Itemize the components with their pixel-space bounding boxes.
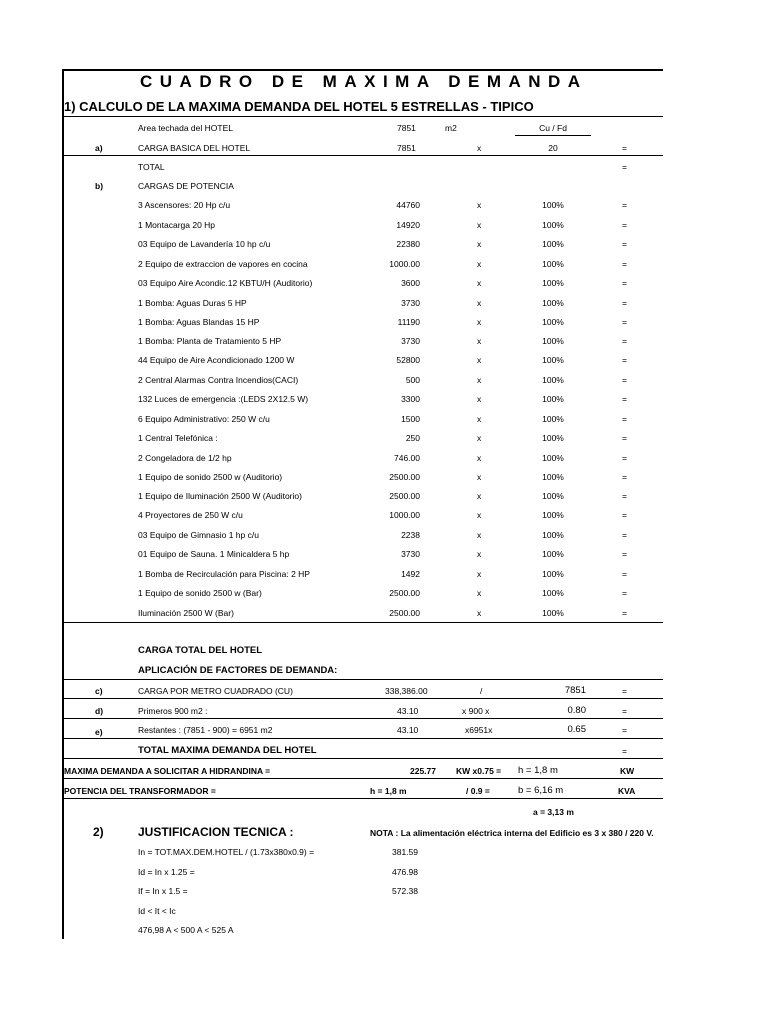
item-eq: = bbox=[622, 491, 627, 501]
potencia-op: / 0.9 = bbox=[466, 786, 490, 796]
item-pct: 100% bbox=[542, 588, 564, 598]
item-label: 1 Bomba: Planta de Tratamiento 5 HP bbox=[138, 336, 282, 346]
item-op: x bbox=[477, 317, 482, 327]
section-1-underline bbox=[63, 116, 663, 117]
total-eq: = bbox=[622, 162, 627, 172]
item-label: 1 Bomba de Recirculación para Piscina: 2 HP bbox=[138, 569, 310, 579]
item-pct: 100% bbox=[542, 414, 564, 424]
md-solicitar-h: h = 1,8 m bbox=[518, 765, 558, 776]
item-pct: 100% bbox=[542, 259, 564, 269]
item-label: 1 Central Telefónica : bbox=[138, 433, 218, 443]
potencia-unit: KVA bbox=[618, 786, 636, 796]
item-label: Iluminación 2500 W (Bar) bbox=[138, 608, 234, 618]
item-label: 1 Bomba: Aguas Blandas 15 HP bbox=[138, 317, 260, 327]
nota-text: NOTA : La alimentación eléctrica interna del Edificio es 3 x 380 / 220 V. bbox=[370, 828, 654, 838]
item-pct: 100% bbox=[542, 355, 564, 365]
row-e-op: x6951x bbox=[465, 725, 493, 735]
just-line: Id = In x 1.25 = bbox=[138, 867, 195, 877]
just-line: Id < It < Ic bbox=[138, 906, 176, 916]
area-label: Area techada del HOTEL bbox=[138, 123, 233, 133]
item-label: 4 Proyectores de 250 W c/u bbox=[138, 510, 243, 520]
just-value: 381.59 bbox=[392, 847, 418, 857]
item-value: 1000.00 bbox=[389, 510, 420, 520]
item-pct: 100% bbox=[542, 453, 564, 463]
row-e-value: 43.10 bbox=[397, 725, 419, 735]
total-md-underline bbox=[63, 758, 663, 759]
item-value: 1500 bbox=[401, 414, 420, 424]
item-op: x bbox=[477, 278, 482, 288]
item-eq: = bbox=[622, 239, 627, 249]
item-op: x bbox=[477, 433, 482, 443]
item-eq: = bbox=[622, 453, 627, 463]
item-op: x bbox=[477, 336, 482, 346]
item-value: 44760 bbox=[396, 200, 420, 210]
item-eq: = bbox=[622, 336, 627, 346]
item-pct: 100% bbox=[542, 549, 564, 559]
item-op: x bbox=[477, 472, 482, 482]
row-c-underline bbox=[63, 698, 663, 699]
item-op: x bbox=[477, 608, 482, 618]
item-eq: = bbox=[622, 510, 627, 520]
row-a-label: CARGA BASICA DEL HOTEL bbox=[138, 143, 251, 153]
row-e-eq: = bbox=[622, 725, 627, 735]
total-md-label: TOTAL MAXIMA DEMANDA DEL HOTEL bbox=[138, 745, 317, 756]
cu-fd-header: Cu / Fd bbox=[539, 123, 567, 133]
section-1-title: 1) CALCULO DE LA MAXIMA DEMANDA DEL HOTEL 5 ESTRELLAS - TIPICO bbox=[64, 99, 534, 114]
item-op: x bbox=[477, 200, 482, 210]
item-label: 2 Central Alarmas Contra Incendios(CACI) bbox=[138, 375, 299, 385]
item-op: x bbox=[477, 453, 482, 463]
item-value: 746.00 bbox=[394, 453, 420, 463]
row-a-letter: a) bbox=[95, 143, 103, 153]
item-op: x bbox=[477, 355, 482, 365]
item-pct: 100% bbox=[542, 510, 564, 520]
item-value: 22380 bbox=[396, 239, 420, 249]
item-eq: = bbox=[622, 298, 627, 308]
just-value: 476.98 bbox=[392, 867, 418, 877]
just-line: 476,98 A < 500 A < 525 A bbox=[138, 925, 234, 935]
item-label: 03 Equipo de Gimnasio 1 hp c/u bbox=[138, 530, 259, 540]
item-eq: = bbox=[622, 569, 627, 579]
item-value: 500 bbox=[405, 375, 420, 385]
potencia-b: b = 6,16 m bbox=[518, 785, 564, 796]
row-c-value: 338,386.00 bbox=[385, 686, 428, 696]
item-pct: 100% bbox=[542, 298, 564, 308]
item-op: x bbox=[477, 530, 482, 540]
item-label: 2 Equipo de extraccion de vapores en cocina bbox=[138, 259, 308, 269]
item-label: 6 Equipo Administrativo: 250 W c/u bbox=[138, 414, 270, 424]
aplicacion-label: APLICACIÓN DE FACTORES DE DEMANDA: bbox=[138, 665, 338, 676]
item-label: 1 Equipo de sonido 2500 w (Auditorio) bbox=[138, 472, 283, 482]
item-label: 1 Equipo de Iluminación 2500 W (Auditorio) bbox=[138, 491, 302, 501]
a-value: a = 3,13 m bbox=[533, 807, 574, 817]
item-eq: = bbox=[622, 200, 627, 210]
area-value: 7851 bbox=[397, 123, 416, 133]
item-op: x bbox=[477, 298, 482, 308]
item-op: x bbox=[477, 588, 482, 598]
row-d-eq: = bbox=[622, 706, 627, 716]
cu-fd-underline bbox=[515, 135, 591, 136]
item-pct: 100% bbox=[542, 375, 564, 385]
row-b-label: CARGAS DE POTENCIA bbox=[138, 181, 234, 191]
item-op: x bbox=[477, 414, 482, 424]
item-op: x bbox=[477, 569, 482, 579]
just-line: If = In x 1.5 = bbox=[138, 886, 188, 896]
item-label: 2 Congeladora de 1/2 hp bbox=[138, 453, 232, 463]
item-eq: = bbox=[622, 278, 627, 288]
item-label: 03 Equipo de Lavandería 10 hp c/u bbox=[138, 239, 271, 249]
row-d-factor: 0.80 bbox=[567, 705, 586, 716]
item-op: x bbox=[477, 220, 482, 230]
md-solicitar-underline bbox=[63, 778, 663, 779]
item-value: 3730 bbox=[401, 298, 420, 308]
row-c-label: CARGA POR METRO CUADRADO (CU) bbox=[138, 686, 293, 696]
item-label: 44 Equipo de Aire Acondicionado 1200 W bbox=[138, 355, 295, 365]
item-value: 2500.00 bbox=[389, 608, 420, 618]
item-eq: = bbox=[622, 472, 627, 482]
item-op: x bbox=[477, 375, 482, 385]
row-e-letter: e) bbox=[95, 727, 103, 737]
left-border bbox=[62, 69, 64, 939]
item-pct: 100% bbox=[542, 239, 564, 249]
row-c-op: / bbox=[480, 686, 483, 696]
row-c-letter: c) bbox=[95, 686, 103, 696]
item-value: 2500.00 bbox=[389, 588, 420, 598]
item-eq: = bbox=[622, 588, 627, 598]
page-title: CUADRO DE MAXIMA DEMANDA bbox=[140, 72, 588, 91]
item-pct: 100% bbox=[542, 472, 564, 482]
item-op: x bbox=[477, 259, 482, 269]
row-d-value: 43.10 bbox=[397, 706, 419, 716]
item-pct: 100% bbox=[542, 317, 564, 327]
item-eq: = bbox=[622, 394, 627, 404]
just-line: In = TOT.MAX.DEM.HOTEL / (1.73x380x0.9) = bbox=[138, 847, 315, 857]
item-eq: = bbox=[622, 433, 627, 443]
item-op: x bbox=[477, 510, 482, 520]
item-value: 14920 bbox=[396, 220, 420, 230]
row-d-underline bbox=[63, 718, 663, 719]
total-md-eq: = bbox=[622, 746, 627, 756]
potencia-h: h = 1,8 m bbox=[370, 786, 407, 796]
row-c-factor: 7851 bbox=[564, 685, 586, 696]
item-eq: = bbox=[622, 375, 627, 385]
item-eq: = bbox=[622, 530, 627, 540]
row-d-letter: d) bbox=[95, 706, 104, 716]
row-c-eq: = bbox=[622, 686, 627, 696]
section-2-number: 2) bbox=[93, 825, 104, 839]
item-eq: = bbox=[622, 355, 627, 365]
item-value: 3300 bbox=[401, 394, 420, 404]
item-label: 1 Montacarga 20 Hp bbox=[138, 220, 216, 230]
row-d-op: x 900 x bbox=[462, 706, 490, 716]
item-pct: 100% bbox=[542, 394, 564, 404]
row-e-factor: 0.65 bbox=[567, 724, 586, 735]
md-solicitar-op: KW x0.75 = bbox=[456, 766, 502, 776]
item-pct: 100% bbox=[542, 491, 564, 501]
item-eq: = bbox=[622, 317, 627, 327]
item-op: x bbox=[477, 549, 482, 559]
just-value: 572.38 bbox=[392, 886, 418, 896]
item-pct: 100% bbox=[542, 608, 564, 618]
item-eq: = bbox=[622, 259, 627, 269]
potencia-label: POTENCIA DEL TRANSFORMADOR = bbox=[64, 786, 216, 796]
row-a-value: 7851 bbox=[397, 143, 416, 153]
section-2-title: JUSTIFICACION TECNICA : bbox=[138, 825, 294, 839]
row-a-underline bbox=[63, 155, 663, 156]
item-pct: 100% bbox=[542, 530, 564, 540]
item-op: x bbox=[477, 239, 482, 249]
item-value: 11190 bbox=[397, 317, 420, 327]
item-op: x bbox=[477, 394, 482, 404]
md-solicitar-label: MAXIMA DEMANDA A SOLICITAR A HIDRANDINA = bbox=[64, 766, 271, 776]
item-value: 1000.00 bbox=[389, 259, 420, 269]
item-pct: 100% bbox=[542, 569, 564, 579]
aplicacion-underline bbox=[63, 679, 663, 680]
row-e-label: Restantes : (7851 - 900) = 6951 m2 bbox=[138, 725, 273, 735]
row-a-op: x bbox=[477, 143, 482, 153]
item-value: 2238 bbox=[401, 530, 420, 540]
item-pct: 100% bbox=[542, 220, 564, 230]
item-label: 03 Equipo Aire Acondic.12 KBTU/H (Auditorio) bbox=[138, 278, 313, 288]
item-label: 1 Equipo de sonido 2500 w (Bar) bbox=[138, 588, 262, 598]
row-b-letter: b) bbox=[95, 181, 104, 191]
md-solicitar-unit: KW bbox=[620, 766, 635, 776]
area-unit: m2 bbox=[445, 123, 457, 133]
item-value: 3730 bbox=[401, 336, 420, 346]
item-value: 3600 bbox=[401, 278, 420, 288]
item-pct: 100% bbox=[542, 278, 564, 288]
potencia-underline bbox=[63, 798, 663, 799]
item-pct: 100% bbox=[542, 433, 564, 443]
item-eq: = bbox=[622, 608, 627, 618]
md-solicitar-value: 225.77 bbox=[410, 766, 436, 776]
item-eq: = bbox=[622, 414, 627, 424]
item-label: 132 Luces de emergencia :(LEDS 2X12.5 W) bbox=[138, 394, 309, 404]
item-pct: 100% bbox=[542, 200, 564, 210]
row-a-factor: 20 bbox=[548, 143, 558, 153]
row-a-eq: = bbox=[622, 143, 627, 153]
item-label: 01 Equipo de Sauna. 1 Minicaldera 5 hp bbox=[138, 549, 290, 559]
item-op: x bbox=[477, 491, 482, 501]
item-pct: 100% bbox=[542, 336, 564, 346]
total-label: TOTAL bbox=[138, 162, 165, 172]
top-border bbox=[63, 69, 663, 71]
item-value: 1492 bbox=[401, 569, 420, 579]
item-label: 1 Bomba: Aguas Duras 5 HP bbox=[138, 298, 247, 308]
row-e-underline bbox=[63, 738, 663, 739]
carga-total-label: CARGA TOTAL DEL HOTEL bbox=[138, 645, 263, 656]
item-eq: = bbox=[622, 549, 627, 559]
item-value: 250 bbox=[405, 433, 420, 443]
item-label: 3 Ascensores: 20 Hp c/u bbox=[138, 200, 231, 210]
row-d-label: Primeros 900 m2 : bbox=[138, 706, 208, 716]
item-value: 52800 bbox=[396, 355, 420, 365]
item-eq: = bbox=[622, 220, 627, 230]
item-value: 3730 bbox=[401, 549, 420, 559]
items-end-line bbox=[63, 622, 663, 623]
item-value: 2500.00 bbox=[389, 472, 420, 482]
item-value: 2500.00 bbox=[389, 491, 420, 501]
